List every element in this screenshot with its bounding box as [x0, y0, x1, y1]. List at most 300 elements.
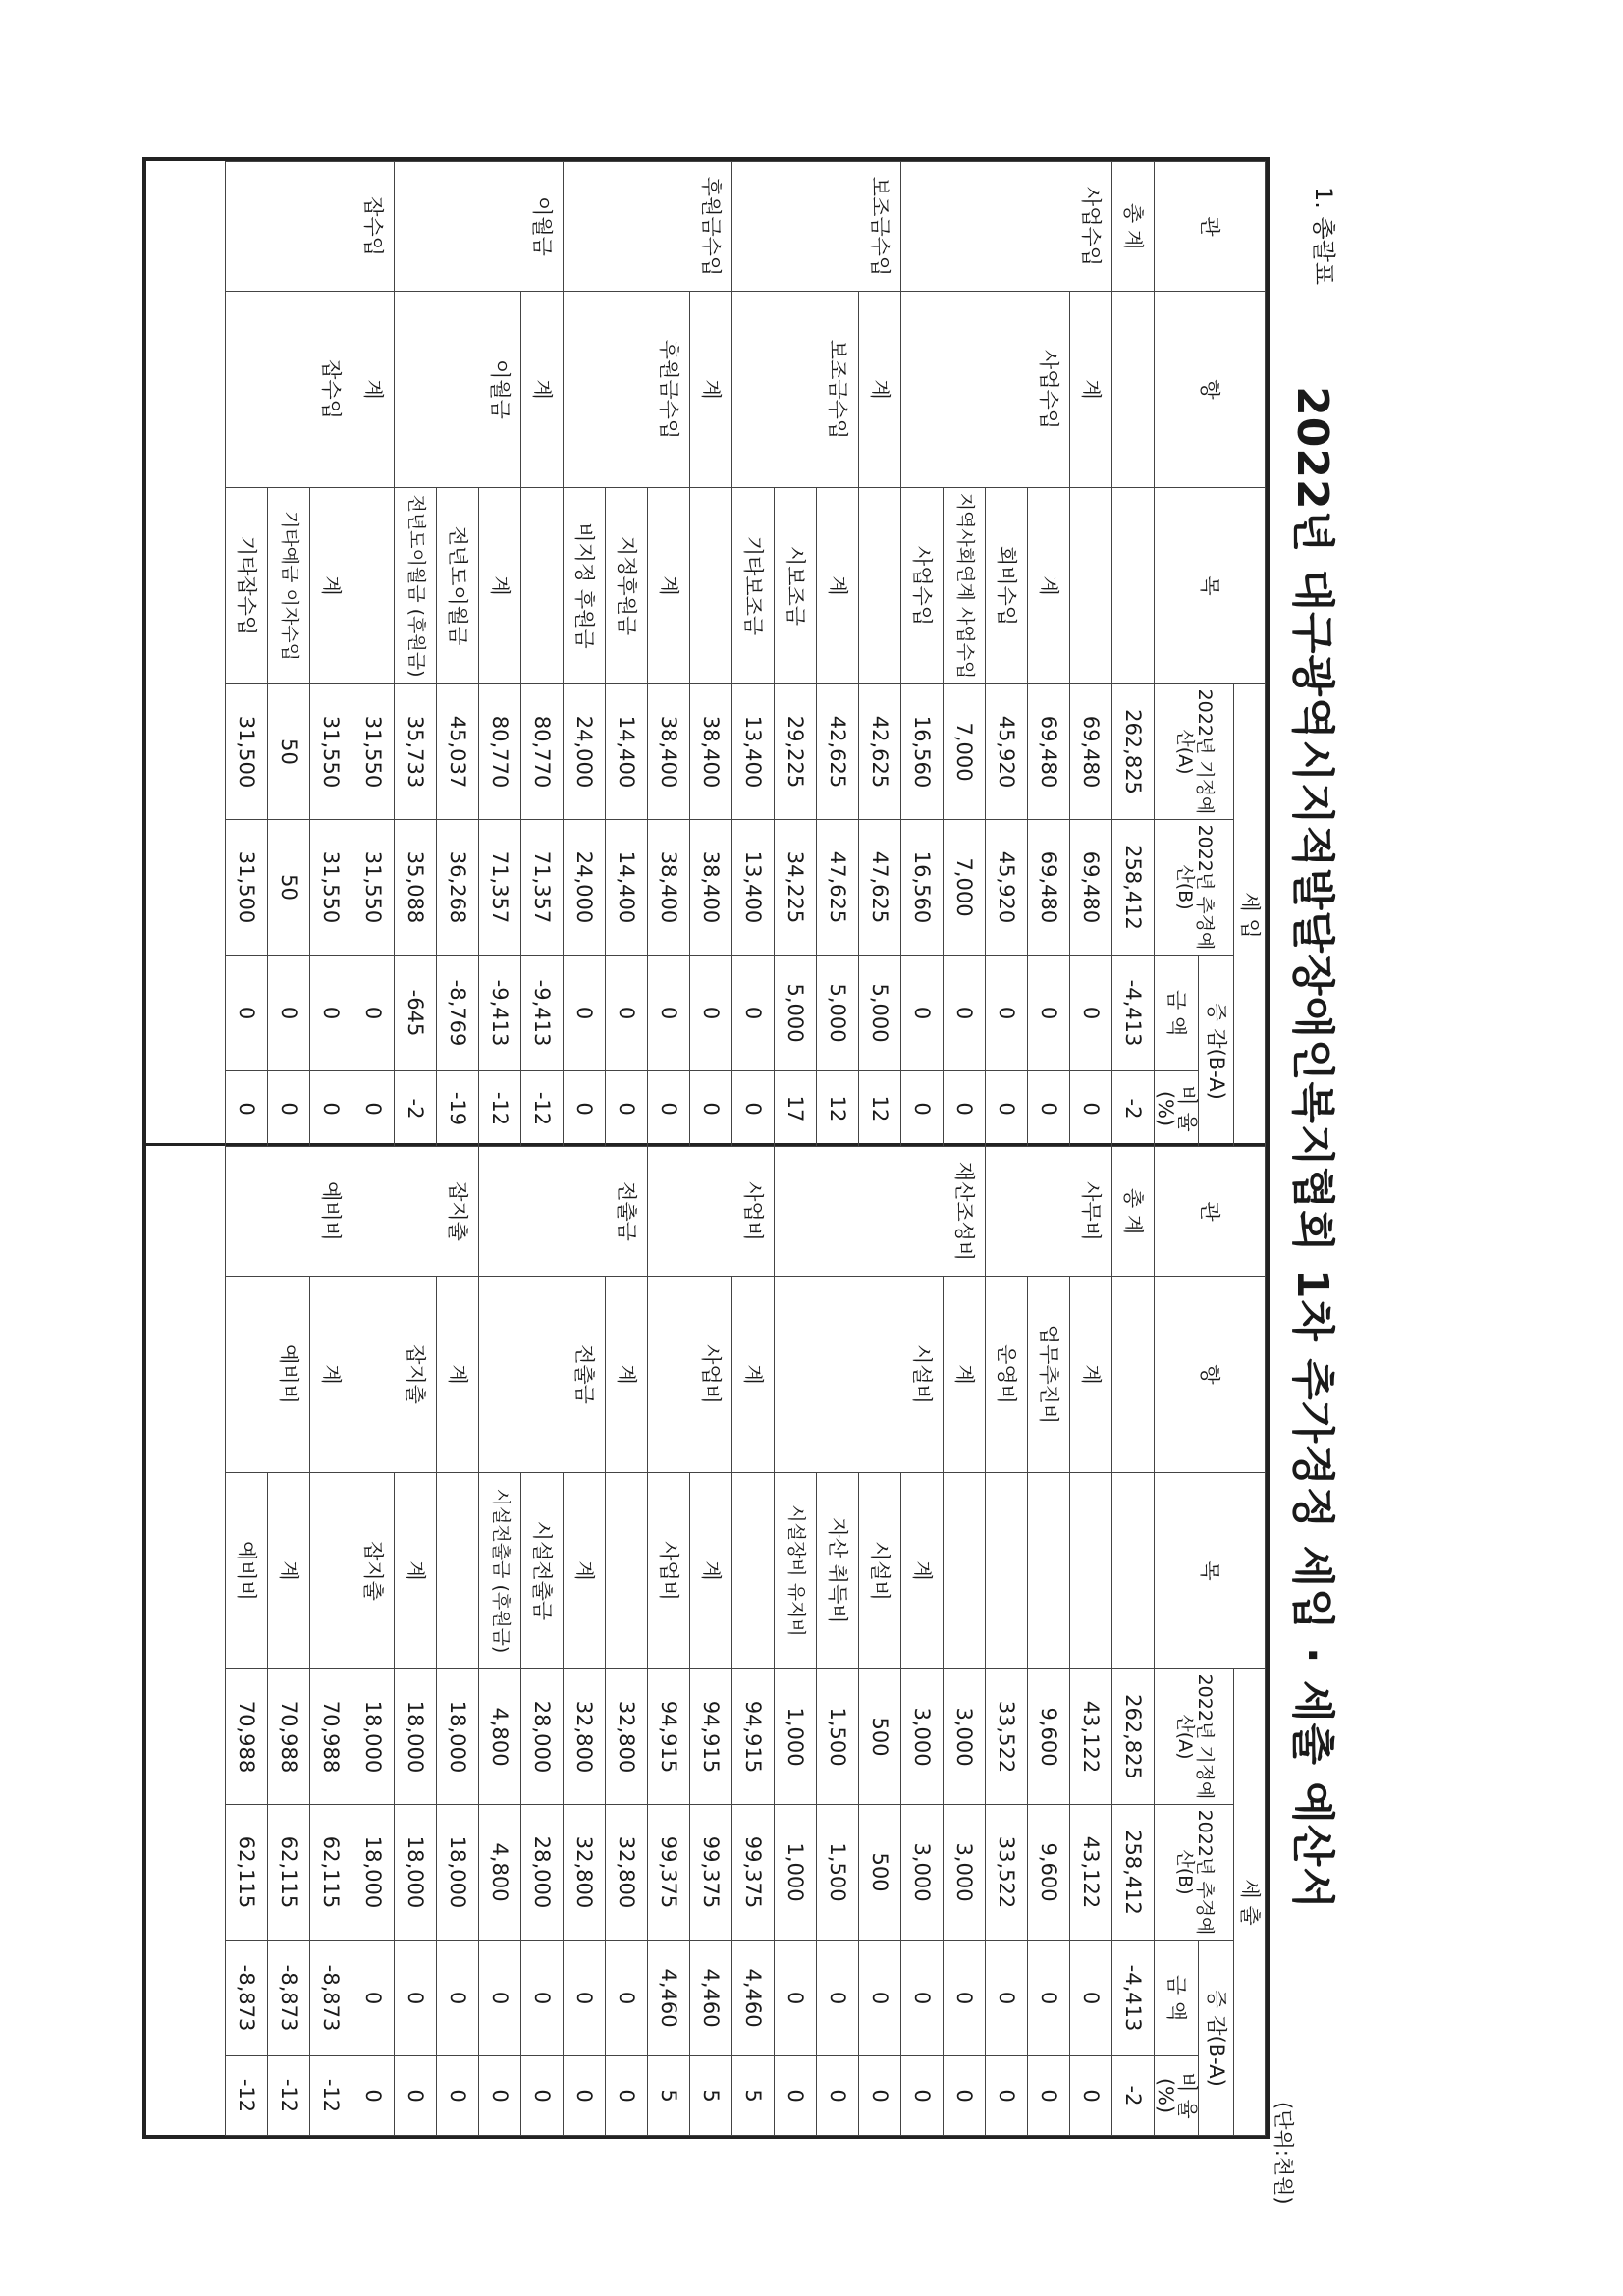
revenue-revised-cell: 31,550 — [352, 820, 394, 956]
expenditure-ratio-cell: -12 — [225, 2056, 267, 2136]
expenditure-amount-cell: 0 — [943, 1941, 985, 2056]
revenue-col-gwan: 관 — [1154, 162, 1265, 292]
expenditure-revised-cell: 9,600 — [1027, 1805, 1069, 1941]
expenditure-ratio-cell: 0 — [985, 2056, 1027, 2136]
expenditure-mok-cell: 잡지출 — [352, 1473, 394, 1669]
expenditure-col-revised: 2022년 추경예산(B) — [1154, 1805, 1233, 1941]
expenditure-revised-cell: 258,412 — [1111, 1805, 1154, 1941]
table-row — [647, 162, 689, 1147]
expenditure-hang-cell: 계 — [436, 1277, 478, 1473]
expenditure-original-cell: 32,800 — [563, 1669, 605, 1805]
expenditure-hang-cell: 계 — [731, 1277, 774, 1473]
revenue-table — [225, 161, 1266, 1147]
revenue-gwan-cell — [816, 162, 858, 292]
revenue-amount-cell: 0 — [900, 956, 943, 1071]
expenditure-section — [146, 1146, 1266, 2135]
revenue-hang-cell — [605, 292, 647, 488]
expenditure-ratio-cell: 0 — [858, 2056, 900, 2136]
revenue-revised-cell: 16,560 — [900, 820, 943, 956]
expenditure-mok-cell — [309, 1473, 352, 1669]
revenue-gwan-cell — [225, 162, 267, 292]
expenditure-ratio-cell: -12 — [267, 2056, 309, 2136]
revenue-mok-cell: 전년도이월금 (후원금) — [394, 488, 436, 684]
revenue-original-cell: 29,225 — [774, 684, 816, 820]
revenue-revised-cell: 13,400 — [731, 820, 774, 956]
revenue-mok-cell: 계 — [1027, 488, 1069, 684]
table-row — [225, 162, 267, 1147]
expenditure-gwan-cell: 예비비 — [309, 1147, 352, 1277]
expenditure-hang-cell: 사업비 — [689, 1277, 731, 1473]
revenue-revised-cell: 258,412 — [1111, 820, 1154, 956]
expenditure-mok-cell — [605, 1473, 647, 1669]
revenue-mok-cell: 전년도이월금 — [436, 488, 478, 684]
revenue-original-cell: 262,825 — [1111, 684, 1154, 820]
expenditure-revised-cell: 18,000 — [436, 1805, 478, 1941]
revenue-ratio-cell: 0 — [731, 1071, 774, 1147]
expenditure-mok-cell: 계 — [267, 1473, 309, 1669]
revenue-original-cell: 31,500 — [225, 684, 267, 820]
expenditure-ratio-cell: 0 — [816, 2056, 858, 2136]
expenditure-amount-cell: 4,460 — [731, 1941, 774, 2056]
expenditure-amount-cell: 0 — [900, 1941, 943, 2056]
revenue-hang-cell — [436, 292, 478, 488]
revenue-revised-cell: 45,920 — [985, 820, 1027, 956]
expenditure-ratio-cell: -2 — [1111, 2056, 1154, 2136]
revenue-gwan-cell: 사업수입 — [1069, 162, 1111, 292]
table-row — [985, 162, 1027, 1147]
expenditure-amount-cell: 0 — [520, 1941, 563, 2056]
revenue-col-mok: 목 — [1154, 488, 1265, 684]
expenditure-gwan-cell — [520, 1147, 563, 1277]
expenditure-amount-cell: -8,873 — [267, 1941, 309, 2056]
expenditure-gwan-cell — [900, 1147, 943, 1277]
revenue-original-cell: 80,770 — [478, 684, 520, 820]
revenue-col-diff: 증 감(B-A) — [1199, 956, 1234, 1147]
table-row — [858, 162, 900, 1147]
revenue-original-cell: 38,400 — [647, 684, 689, 820]
expenditure-hang-cell: 계 — [605, 1277, 647, 1473]
revenue-hang-cell: 보조금수입 — [816, 292, 858, 488]
expenditure-gwan-cell — [394, 1147, 436, 1277]
revenue-hang-cell: 사업수입 — [1027, 292, 1069, 488]
expenditure-revised-cell: 62,115 — [267, 1805, 309, 1941]
expenditure-amount-cell: 0 — [563, 1941, 605, 2056]
revenue-original-cell: 13,400 — [731, 684, 774, 820]
expenditure-gwan-cell — [774, 1147, 816, 1277]
expenditure-hang-cell: 운영비 — [985, 1277, 1027, 1473]
unit-label: (단위:천원) — [1271, 2102, 1295, 2205]
expenditure-amount-cell: 0 — [816, 1941, 858, 2056]
revenue-gwan-cell: 잡수입 — [352, 162, 394, 292]
revenue-gwan-cell: 보조금수입 — [858, 162, 900, 292]
document-title: 2022년 대구광역시지적발달장애인복지협회 1차 추가경정 세입 · 세출 예산서 — [1287, 386, 1337, 1910]
revenue-revised-cell: 34,225 — [774, 820, 816, 956]
expenditure-hang-cell — [647, 1277, 689, 1473]
revenue-hang-cell: 후원금수입 — [647, 292, 689, 488]
expenditure-mok-cell — [943, 1473, 985, 1669]
table-row — [1069, 1147, 1111, 2136]
revenue-original-cell: 31,550 — [352, 684, 394, 820]
revenue-hang-cell: 계 — [858, 292, 900, 488]
expenditure-col-amount: 금 액 — [1154, 1941, 1198, 2056]
table-row — [394, 162, 436, 1147]
expenditure-mok-cell — [1027, 1473, 1069, 1669]
revenue-mok-cell — [689, 488, 731, 684]
revenue-revised-cell: 35,088 — [394, 820, 436, 956]
table-row — [816, 1147, 858, 2136]
revenue-hang-cell — [774, 292, 816, 488]
expenditure-original-cell: 1,000 — [774, 1669, 816, 1805]
revenue-mok-cell — [1111, 488, 1154, 684]
expenditure-col-ratio: 비 율(%) — [1154, 2056, 1198, 2136]
expenditure-hang-cell — [352, 1277, 394, 1473]
expenditure-mok-cell: 계 — [394, 1473, 436, 1669]
revenue-ratio-cell: 17 — [774, 1071, 816, 1147]
revenue-mok-cell: 시보조금 — [774, 488, 816, 684]
revenue-amount-cell: 0 — [731, 956, 774, 1071]
revenue-original-cell: 42,625 — [858, 684, 900, 820]
expenditure-hang-cell — [774, 1277, 816, 1473]
revenue-original-cell: 31,550 — [309, 684, 352, 820]
expenditure-amount-cell: 0 — [1027, 1941, 1069, 2056]
expenditure-mok-cell — [1069, 1473, 1111, 1669]
expenditure-hang-cell — [1111, 1277, 1154, 1473]
revenue-ratio-cell: -2 — [1111, 1071, 1154, 1147]
revenue-col-hang: 항 — [1154, 292, 1265, 488]
revenue-amount-cell: 0 — [689, 956, 731, 1071]
revenue-gwan-cell — [647, 162, 689, 292]
revenue-original-cell: 80,770 — [520, 684, 563, 820]
expenditure-hang-cell — [225, 1277, 267, 1473]
table-row — [225, 1147, 267, 2136]
expenditure-hang-cell: 계 — [943, 1277, 985, 1473]
revenue-hang-cell — [394, 292, 436, 488]
expenditure-col-mok: 목 — [1154, 1473, 1265, 1669]
expenditure-ratio-cell: 0 — [478, 2056, 520, 2136]
table-row — [605, 1147, 647, 2136]
expenditure-ratio-cell: 0 — [520, 2056, 563, 2136]
revenue-revised-cell: 47,625 — [858, 820, 900, 956]
revenue-amount-cell: 5,000 — [858, 956, 900, 1071]
revenue-mok-cell — [520, 488, 563, 684]
expenditure-revised-cell: 500 — [858, 1805, 900, 1941]
expenditure-ratio-cell: 0 — [352, 2056, 394, 2136]
revenue-hang-cell — [225, 292, 267, 488]
revenue-gwan-cell — [1027, 162, 1069, 292]
revenue-revised-cell: 71,357 — [478, 820, 520, 956]
table-row — [1027, 1147, 1069, 2136]
table-row — [267, 162, 309, 1147]
revenue-gwan-cell — [309, 162, 352, 292]
revenue-ratio-cell: 0 — [1069, 1071, 1111, 1147]
revenue-revised-cell: 24,000 — [563, 820, 605, 956]
expenditure-mok-cell: 계 — [689, 1473, 731, 1669]
revenue-rows — [225, 162, 1154, 1147]
table-row — [1069, 162, 1111, 1147]
expenditure-gwan-cell: 잡지출 — [436, 1147, 478, 1277]
expenditure-original-cell: 70,988 — [267, 1669, 309, 1805]
expenditure-original-cell: 28,000 — [520, 1669, 563, 1805]
expenditure-ratio-cell: 0 — [943, 2056, 985, 2136]
expenditure-original-cell: 18,000 — [436, 1669, 478, 1805]
revenue-amount-cell: 0 — [309, 956, 352, 1071]
expenditure-hang-cell — [858, 1277, 900, 1473]
expenditure-col-hang: 항 — [1154, 1277, 1265, 1473]
revenue-mok-cell: 지역사회연계 사업수입 — [943, 488, 985, 684]
revenue-mok-cell: 지정후원금 — [605, 488, 647, 684]
revenue-ratio-cell: 12 — [816, 1071, 858, 1147]
revenue-ratio-cell: 0 — [267, 1071, 309, 1147]
revenue-original-cell: 45,920 — [985, 684, 1027, 820]
revenue-ratio-cell: 0 — [605, 1071, 647, 1147]
expenditure-amount-cell: 4,460 — [647, 1941, 689, 2056]
expenditure-amount-cell: 0 — [394, 1941, 436, 2056]
revenue-ratio-cell: 0 — [943, 1071, 985, 1147]
expenditure-gwan-cell: 재산조성비 — [943, 1147, 985, 1277]
table-row — [520, 1147, 563, 2136]
expenditure-gwan-cell: 전출금 — [605, 1147, 647, 1277]
revenue-ratio-cell: -2 — [394, 1071, 436, 1147]
expenditure-gwan-cell — [267, 1147, 309, 1277]
expenditure-revised-cell: 4,800 — [478, 1805, 520, 1941]
revenue-revised-cell: 14,400 — [605, 820, 647, 956]
revenue-gwan-cell — [478, 162, 520, 292]
section-label: 1. 총괄표 — [1310, 187, 1337, 286]
revenue-amount-cell: 0 — [1027, 956, 1069, 1071]
expenditure-revised-cell: 62,115 — [309, 1805, 352, 1941]
revenue-hang-cell — [900, 292, 943, 488]
expenditure-ratio-cell: 0 — [436, 2056, 478, 2136]
revenue-amount-cell: 0 — [352, 956, 394, 1071]
revenue-mok-cell: 계 — [647, 488, 689, 684]
table-row — [731, 1147, 774, 2136]
revenue-mok-cell: 비지정 후원금 — [563, 488, 605, 684]
table-row — [267, 1147, 309, 2136]
revenue-original-cell: 69,480 — [1027, 684, 1069, 820]
expenditure-revised-cell: 33,522 — [985, 1805, 1027, 1941]
expenditure-gwan-cell — [689, 1147, 731, 1277]
revenue-hang-cell: 계 — [352, 292, 394, 488]
expenditure-heading: 세 출 — [1234, 1669, 1266, 2136]
revenue-hang-cell: 이월금 — [478, 292, 520, 488]
revenue-ratio-cell: 0 — [689, 1071, 731, 1147]
expenditure-original-cell: 4,800 — [478, 1669, 520, 1805]
expenditure-ratio-cell: 0 — [605, 2056, 647, 2136]
expenditure-original-cell: 94,915 — [731, 1669, 774, 1805]
expenditure-gwan-cell — [225, 1147, 267, 1277]
expenditure-original-cell: 18,000 — [352, 1669, 394, 1805]
expenditure-original-cell: 70,988 — [225, 1669, 267, 1805]
revenue-amount-cell: -4,413 — [1111, 956, 1154, 1071]
revenue-ratio-cell: -12 — [520, 1071, 563, 1147]
expenditure-hang-cell: 예비비 — [267, 1277, 309, 1473]
table-row — [563, 1147, 605, 2136]
table-row — [816, 162, 858, 1147]
expenditure-col-gwan: 관 — [1154, 1147, 1265, 1277]
expenditure-original-cell: 94,915 — [689, 1669, 731, 1805]
expenditure-mok-cell — [985, 1473, 1027, 1669]
revenue-original-cell: 42,625 — [816, 684, 858, 820]
expenditure-hang-cell: 잡지출 — [394, 1277, 436, 1473]
revenue-revised-cell: 71,357 — [520, 820, 563, 956]
revenue-original-cell: 35,733 — [394, 684, 436, 820]
revenue-original-cell: 45,037 — [436, 684, 478, 820]
table-row — [394, 1147, 436, 2136]
expenditure-amount-cell: 0 — [478, 1941, 520, 2056]
revenue-col-original: 2022년 기정예산(A) — [1154, 684, 1233, 820]
revenue-gwan-cell — [731, 162, 774, 292]
revenue-hang-cell: 계 — [520, 292, 563, 488]
revenue-gwan-cell: 후원금수입 — [689, 162, 731, 292]
revenue-gwan-cell — [985, 162, 1027, 292]
expenditure-revised-cell: 18,000 — [352, 1805, 394, 1941]
expenditure-original-cell: 18,000 — [394, 1669, 436, 1805]
revenue-col-ratio: 비 율(%) — [1154, 1071, 1198, 1147]
expenditure-gwan-cell: 사무비 — [1069, 1147, 1111, 1277]
expenditure-amount-cell: -8,873 — [309, 1941, 352, 2056]
table-row — [1111, 1147, 1154, 2136]
revenue-gwan-cell — [900, 162, 943, 292]
expenditure-ratio-cell: 0 — [900, 2056, 943, 2136]
revenue-mok-cell: 계 — [309, 488, 352, 684]
table-row — [1027, 162, 1069, 1147]
expenditure-gwan-cell — [563, 1147, 605, 1277]
expenditure-mok-cell: 시설장비 유지비 — [774, 1473, 816, 1669]
expenditure-hang-cell: 계 — [1069, 1277, 1111, 1473]
expenditure-amount-cell: -4,413 — [1111, 1941, 1154, 2056]
expenditure-gwan-cell: 총 계 — [1111, 1147, 1154, 1277]
expenditure-amount-cell: 4,460 — [689, 1941, 731, 2056]
revenue-original-cell: 16,560 — [900, 684, 943, 820]
expenditure-ratio-cell: -12 — [309, 2056, 352, 2136]
table-row — [309, 1147, 352, 2136]
revenue-mok-cell: 계 — [816, 488, 858, 684]
table-row — [943, 162, 985, 1147]
revenue-amount-cell: 0 — [1069, 956, 1111, 1071]
expenditure-amount-cell: 0 — [605, 1941, 647, 2056]
table-row — [1111, 162, 1154, 1147]
revenue-original-cell: 50 — [267, 684, 309, 820]
expenditure-original-cell: 9,600 — [1027, 1669, 1069, 1805]
expenditure-gwan-cell — [478, 1147, 520, 1277]
expenditure-mok-cell — [731, 1473, 774, 1669]
table-row — [478, 162, 520, 1147]
expenditure-mok-cell: 시설비 — [858, 1473, 900, 1669]
table-row — [352, 162, 394, 1147]
table-row — [985, 1147, 1027, 2136]
revenue-ratio-cell: 12 — [858, 1071, 900, 1147]
revenue-amount-cell: 0 — [985, 956, 1027, 1071]
table-row — [689, 162, 731, 1147]
table-row — [436, 162, 478, 1147]
table-row — [858, 1147, 900, 2136]
revenue-gwan-cell — [563, 162, 605, 292]
revenue-amount-cell: 0 — [563, 956, 605, 1071]
expenditure-ratio-cell: 5 — [731, 2056, 774, 2136]
expenditure-gwan-cell — [858, 1147, 900, 1277]
expenditure-amount-cell: 0 — [1069, 1941, 1111, 2056]
revenue-original-cell: 69,480 — [1069, 684, 1111, 820]
expenditure-amount-cell: 0 — [858, 1941, 900, 2056]
revenue-ratio-cell: 0 — [225, 1071, 267, 1147]
expenditure-revised-cell: 32,800 — [563, 1805, 605, 1941]
expenditure-gwan-cell — [985, 1147, 1027, 1277]
expenditure-ratio-cell: 0 — [774, 2056, 816, 2136]
revenue-hang-cell — [1111, 292, 1154, 488]
revenue-mok-cell — [858, 488, 900, 684]
revenue-section — [146, 161, 1266, 1146]
table-row — [774, 162, 816, 1147]
expenditure-amount-cell: 0 — [985, 1941, 1027, 2056]
expenditure-amount-cell: 0 — [774, 1941, 816, 2056]
revenue-gwan-cell — [943, 162, 985, 292]
table-row — [352, 1147, 394, 2136]
table-row — [731, 162, 774, 1147]
revenue-mok-cell: 기타잡수입 — [225, 488, 267, 684]
expenditure-original-cell: 43,122 — [1069, 1669, 1111, 1805]
table-row — [774, 1147, 816, 2136]
expenditure-mok-cell: 예비비 — [225, 1473, 267, 1669]
revenue-hang-cell — [985, 292, 1027, 488]
expenditure-mok-cell — [436, 1473, 478, 1669]
expenditure-original-cell: 70,988 — [309, 1669, 352, 1805]
expenditure-mok-cell: 시설전출금 (후원금) — [478, 1473, 520, 1669]
revenue-amount-cell: 5,000 — [774, 956, 816, 1071]
expenditure-ratio-cell: 0 — [394, 2056, 436, 2136]
table-row — [478, 1147, 520, 2136]
expenditure-ratio-cell: 5 — [647, 2056, 689, 2136]
revenue-ratio-cell: 0 — [647, 1071, 689, 1147]
revenue-hang-cell: 계 — [1069, 292, 1111, 488]
expenditure-mok-cell: 자산 취득비 — [816, 1473, 858, 1669]
expenditure-original-cell: 32,800 — [605, 1669, 647, 1805]
expenditure-mok-cell: 시설전출금 — [520, 1473, 563, 1669]
revenue-amount-cell: -645 — [394, 956, 436, 1071]
revenue-revised-cell: 69,480 — [1027, 820, 1069, 956]
expenditure-col-diff: 증 감(B-A) — [1199, 1941, 1234, 2136]
revenue-hang-cell — [731, 292, 774, 488]
expenditure-revised-cell: 1,500 — [816, 1805, 858, 1941]
revenue-ratio-cell: 0 — [309, 1071, 352, 1147]
revenue-revised-cell: 7,000 — [943, 820, 985, 956]
table-row — [647, 1147, 689, 2136]
revenue-mok-cell: 기타보조금 — [731, 488, 774, 684]
table-row — [900, 1147, 943, 2136]
revenue-mok-cell — [352, 488, 394, 684]
expenditure-hang-cell: 전출금 — [563, 1277, 605, 1473]
expenditure-original-cell: 1,500 — [816, 1669, 858, 1805]
expenditure-ratio-cell: 0 — [1069, 2056, 1111, 2136]
table-row — [943, 1147, 985, 2136]
expenditure-gwan-cell: 사업비 — [731, 1147, 774, 1277]
expenditure-gwan-cell — [647, 1147, 689, 1277]
expenditure-hang-cell — [816, 1277, 858, 1473]
expenditure-original-cell: 3,000 — [900, 1669, 943, 1805]
expenditure-mok-cell: 계 — [900, 1473, 943, 1669]
revenue-gwan-cell — [774, 162, 816, 292]
revenue-ratio-cell: 0 — [1027, 1071, 1069, 1147]
revenue-gwan-cell — [436, 162, 478, 292]
expenditure-col-original: 2022년 기정예산(A) — [1154, 1669, 1233, 1805]
revenue-col-amount: 금 액 — [1154, 956, 1198, 1071]
revenue-gwan-cell — [605, 162, 647, 292]
expenditure-ratio-cell: 5 — [689, 2056, 731, 2136]
revenue-ratio-cell: 0 — [985, 1071, 1027, 1147]
expenditure-revised-cell: 43,122 — [1069, 1805, 1111, 1941]
expenditure-amount-cell: -8,873 — [225, 1941, 267, 2056]
revenue-amount-cell: 0 — [225, 956, 267, 1071]
revenue-mok-cell: 사업수입 — [900, 488, 943, 684]
